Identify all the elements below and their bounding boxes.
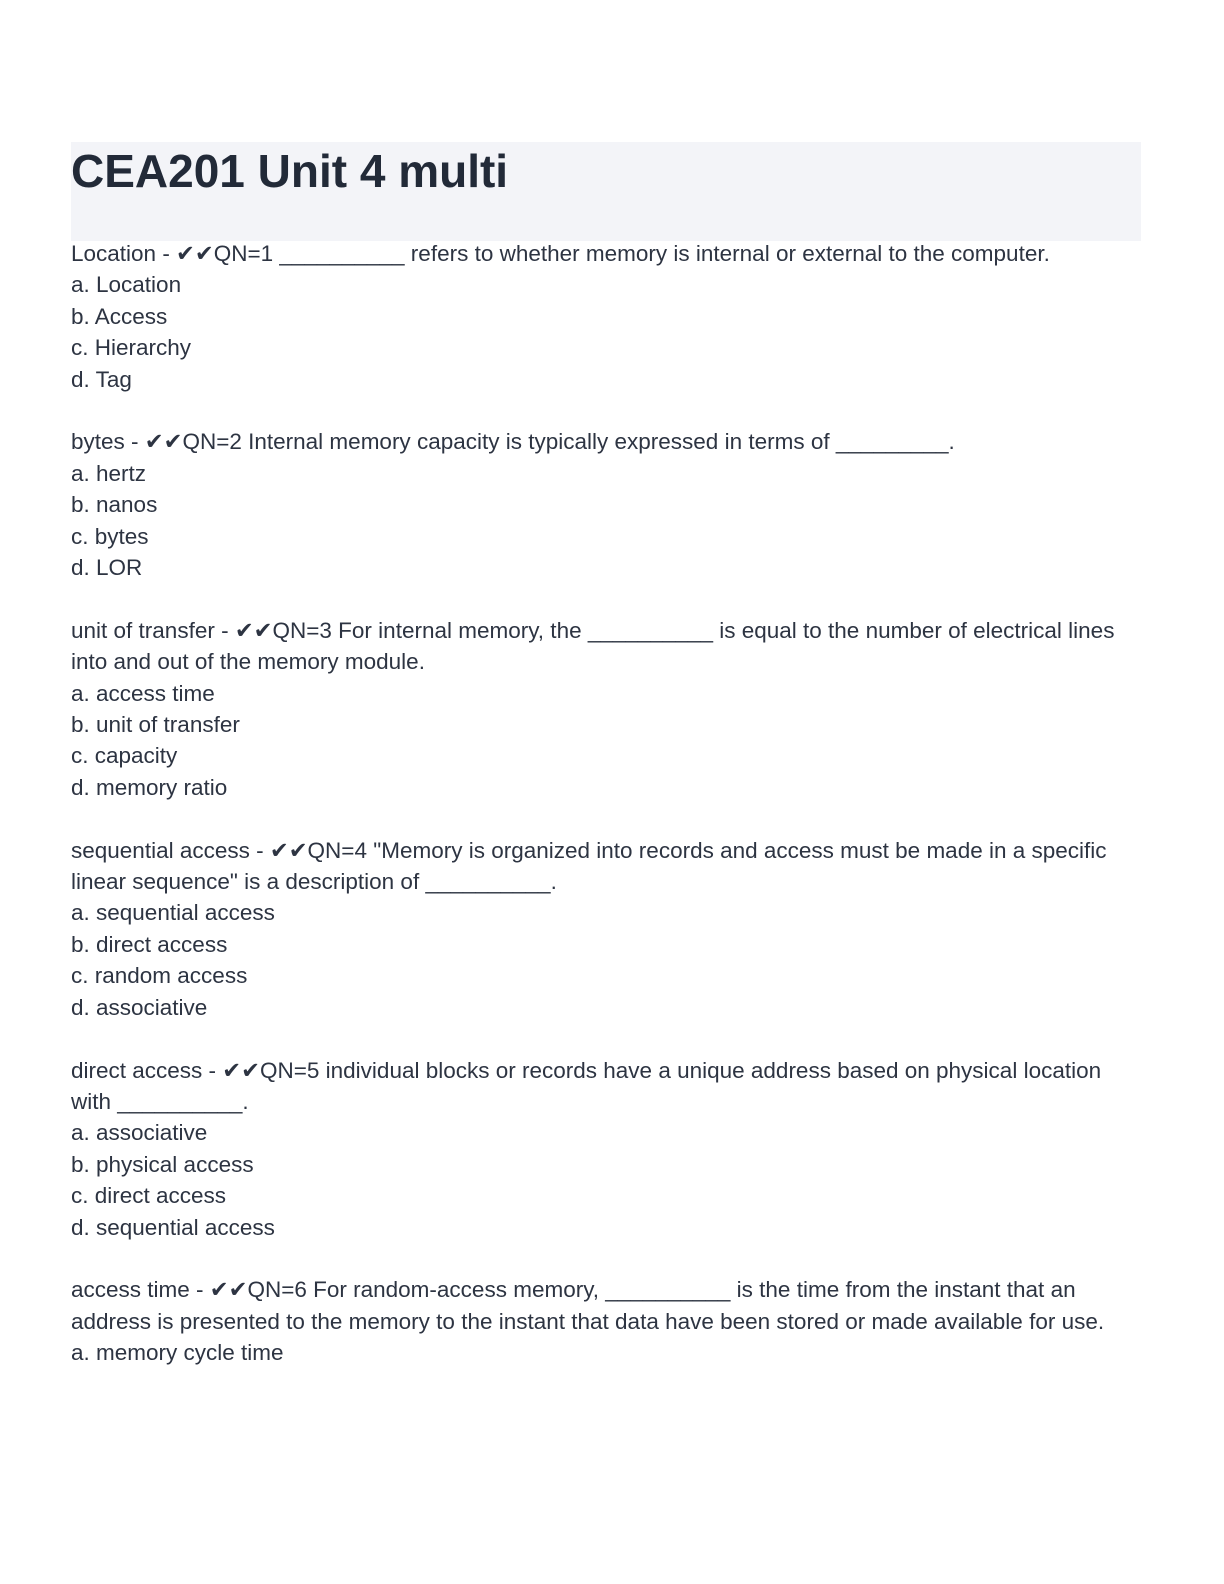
question-prompt: direct access - ✔✔QN=5 individual blocks or records have a unique address based on physical location with __________. bbox=[71, 1057, 1102, 1114]
answer-option: a. memory cycle time bbox=[71, 1340, 284, 1366]
question-prompt: unit of transfer - ✔✔QN=3 For internal memory, the __________ is equal to the number of electrical lines into and out of the memory module. bbox=[71, 617, 1115, 675]
answer-option: c. random access bbox=[71, 963, 248, 989]
document-title: CEA201 Unit 4 multi bbox=[71, 145, 509, 197]
answer-option: c. bytes bbox=[71, 523, 149, 549]
answer-option: d. memory ratio bbox=[71, 774, 228, 800]
question-3 bbox=[71, 615, 1143, 803]
question-prompt: access time - ✔✔QN=6 For random-access memory, __________ is the time from the instant that an address is presented to the memory to the instant that data have been stored or made available for use. bbox=[71, 1277, 1105, 1334]
answer-option: c. direct access bbox=[71, 1183, 227, 1209]
answer-option: c. Hierarchy bbox=[71, 335, 192, 361]
answer-option: a. associative bbox=[71, 1120, 208, 1146]
answer-option: d. LOR bbox=[71, 555, 143, 581]
answer-option: a. sequential access bbox=[71, 900, 275, 926]
question-2 bbox=[71, 426, 1143, 583]
answer-option: d. associative bbox=[71, 994, 208, 1020]
answer-option: a. access time bbox=[71, 680, 215, 706]
question-prompt: sequential access - ✔✔QN=4 "Memory is organized into records and access must be made in a specific linear sequence" is a description of __________. bbox=[71, 837, 1107, 895]
answer-option: b. nanos bbox=[71, 492, 158, 518]
answer-option: b. direct access bbox=[71, 931, 228, 957]
question-6 bbox=[71, 1274, 1143, 1368]
question-list bbox=[71, 238, 1143, 1400]
answer-option: d. sequential access bbox=[71, 1214, 275, 1240]
question-prompt: bytes - ✔✔QN=2 Internal memory capacity is typically expressed in terms of _________. bbox=[71, 429, 955, 455]
answer-option: a. hertz bbox=[71, 460, 147, 486]
answer-option: c. capacity bbox=[71, 743, 178, 769]
answer-option: b. Access bbox=[71, 303, 168, 329]
question-1 bbox=[71, 238, 1143, 395]
answer-option: b. unit of transfer bbox=[71, 712, 240, 738]
question-5 bbox=[71, 1055, 1143, 1243]
question-prompt: Location - ✔✔QN=1 __________ refers to whether memory is internal or external to the computer. bbox=[71, 241, 1050, 266]
answer-option: a. Location bbox=[71, 272, 182, 298]
question-4 bbox=[71, 835, 1143, 1023]
answer-option: d. Tag bbox=[71, 366, 132, 392]
answer-option: b. physical access bbox=[71, 1151, 254, 1177]
